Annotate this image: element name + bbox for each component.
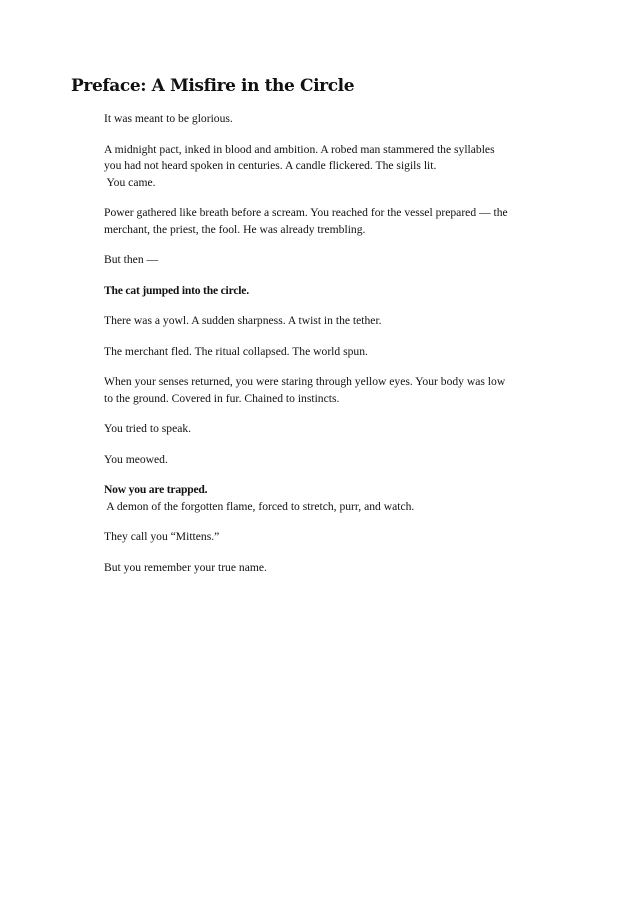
paragraph: [104, 421, 536, 438]
paragraph-line: They call you “Mittens.”: [104, 530, 220, 543]
paragraph: [104, 560, 536, 577]
paragraph: [104, 252, 536, 269]
paragraph: [104, 482, 536, 515]
paragraph-line: But then —: [104, 253, 159, 266]
paragraph-line: It was meant to be glorious.: [104, 112, 233, 125]
page-title: Preface: A Misfire in the Circle: [71, 76, 355, 96]
paragraph: [104, 205, 536, 238]
paragraph: [104, 452, 536, 469]
paragraph: [104, 111, 536, 128]
paragraph-line: merchant, the priest, the fool. He was already trembling.: [104, 222, 366, 236]
paragraph-line: You tried to speak.: [104, 422, 192, 435]
emphasis-paragraph: [104, 283, 536, 300]
emphasis-line: Now you are trapped.: [104, 483, 208, 496]
paragraph: [104, 313, 536, 330]
paragraph: [104, 374, 536, 407]
paragraph: [104, 142, 536, 192]
paragraph-line: to the ground. Covered in fur. Chained to instincts.: [104, 391, 340, 405]
paragraph-line: A demon of the forgotten flame, forced to stretch, purr, and watch.: [104, 499, 415, 513]
paragraph-line: There was a yowl. A sudden sharpness. A twist in the tether.: [104, 314, 382, 327]
paragraph-line: The merchant fled. The ritual collapsed. The world spun.: [104, 344, 368, 358]
paragraph-line: You came.: [104, 175, 156, 189]
paragraph-line: The cat jumped into the circle.: [104, 283, 249, 297]
paragraph: [104, 529, 536, 546]
paragraph-line: When your senses returned, you were staring through yellow eyes. Your body was low: [104, 375, 506, 388]
paragraph-line: Power gathered like breath before a scream. You reached for the vessel prepared — the: [104, 206, 508, 219]
paragraph: [104, 344, 536, 361]
preface-body: [104, 111, 536, 590]
paragraph-line: A midnight pact, inked in blood and ambition. A robed man stammered the syllables: [104, 142, 495, 156]
paragraph-line: You meowed.: [104, 452, 168, 466]
paragraph-line: you had not heard spoken in centuries. A candle flickered. The sigils lit.: [104, 159, 437, 172]
paragraph-line: But you remember your true name.: [104, 560, 267, 574]
